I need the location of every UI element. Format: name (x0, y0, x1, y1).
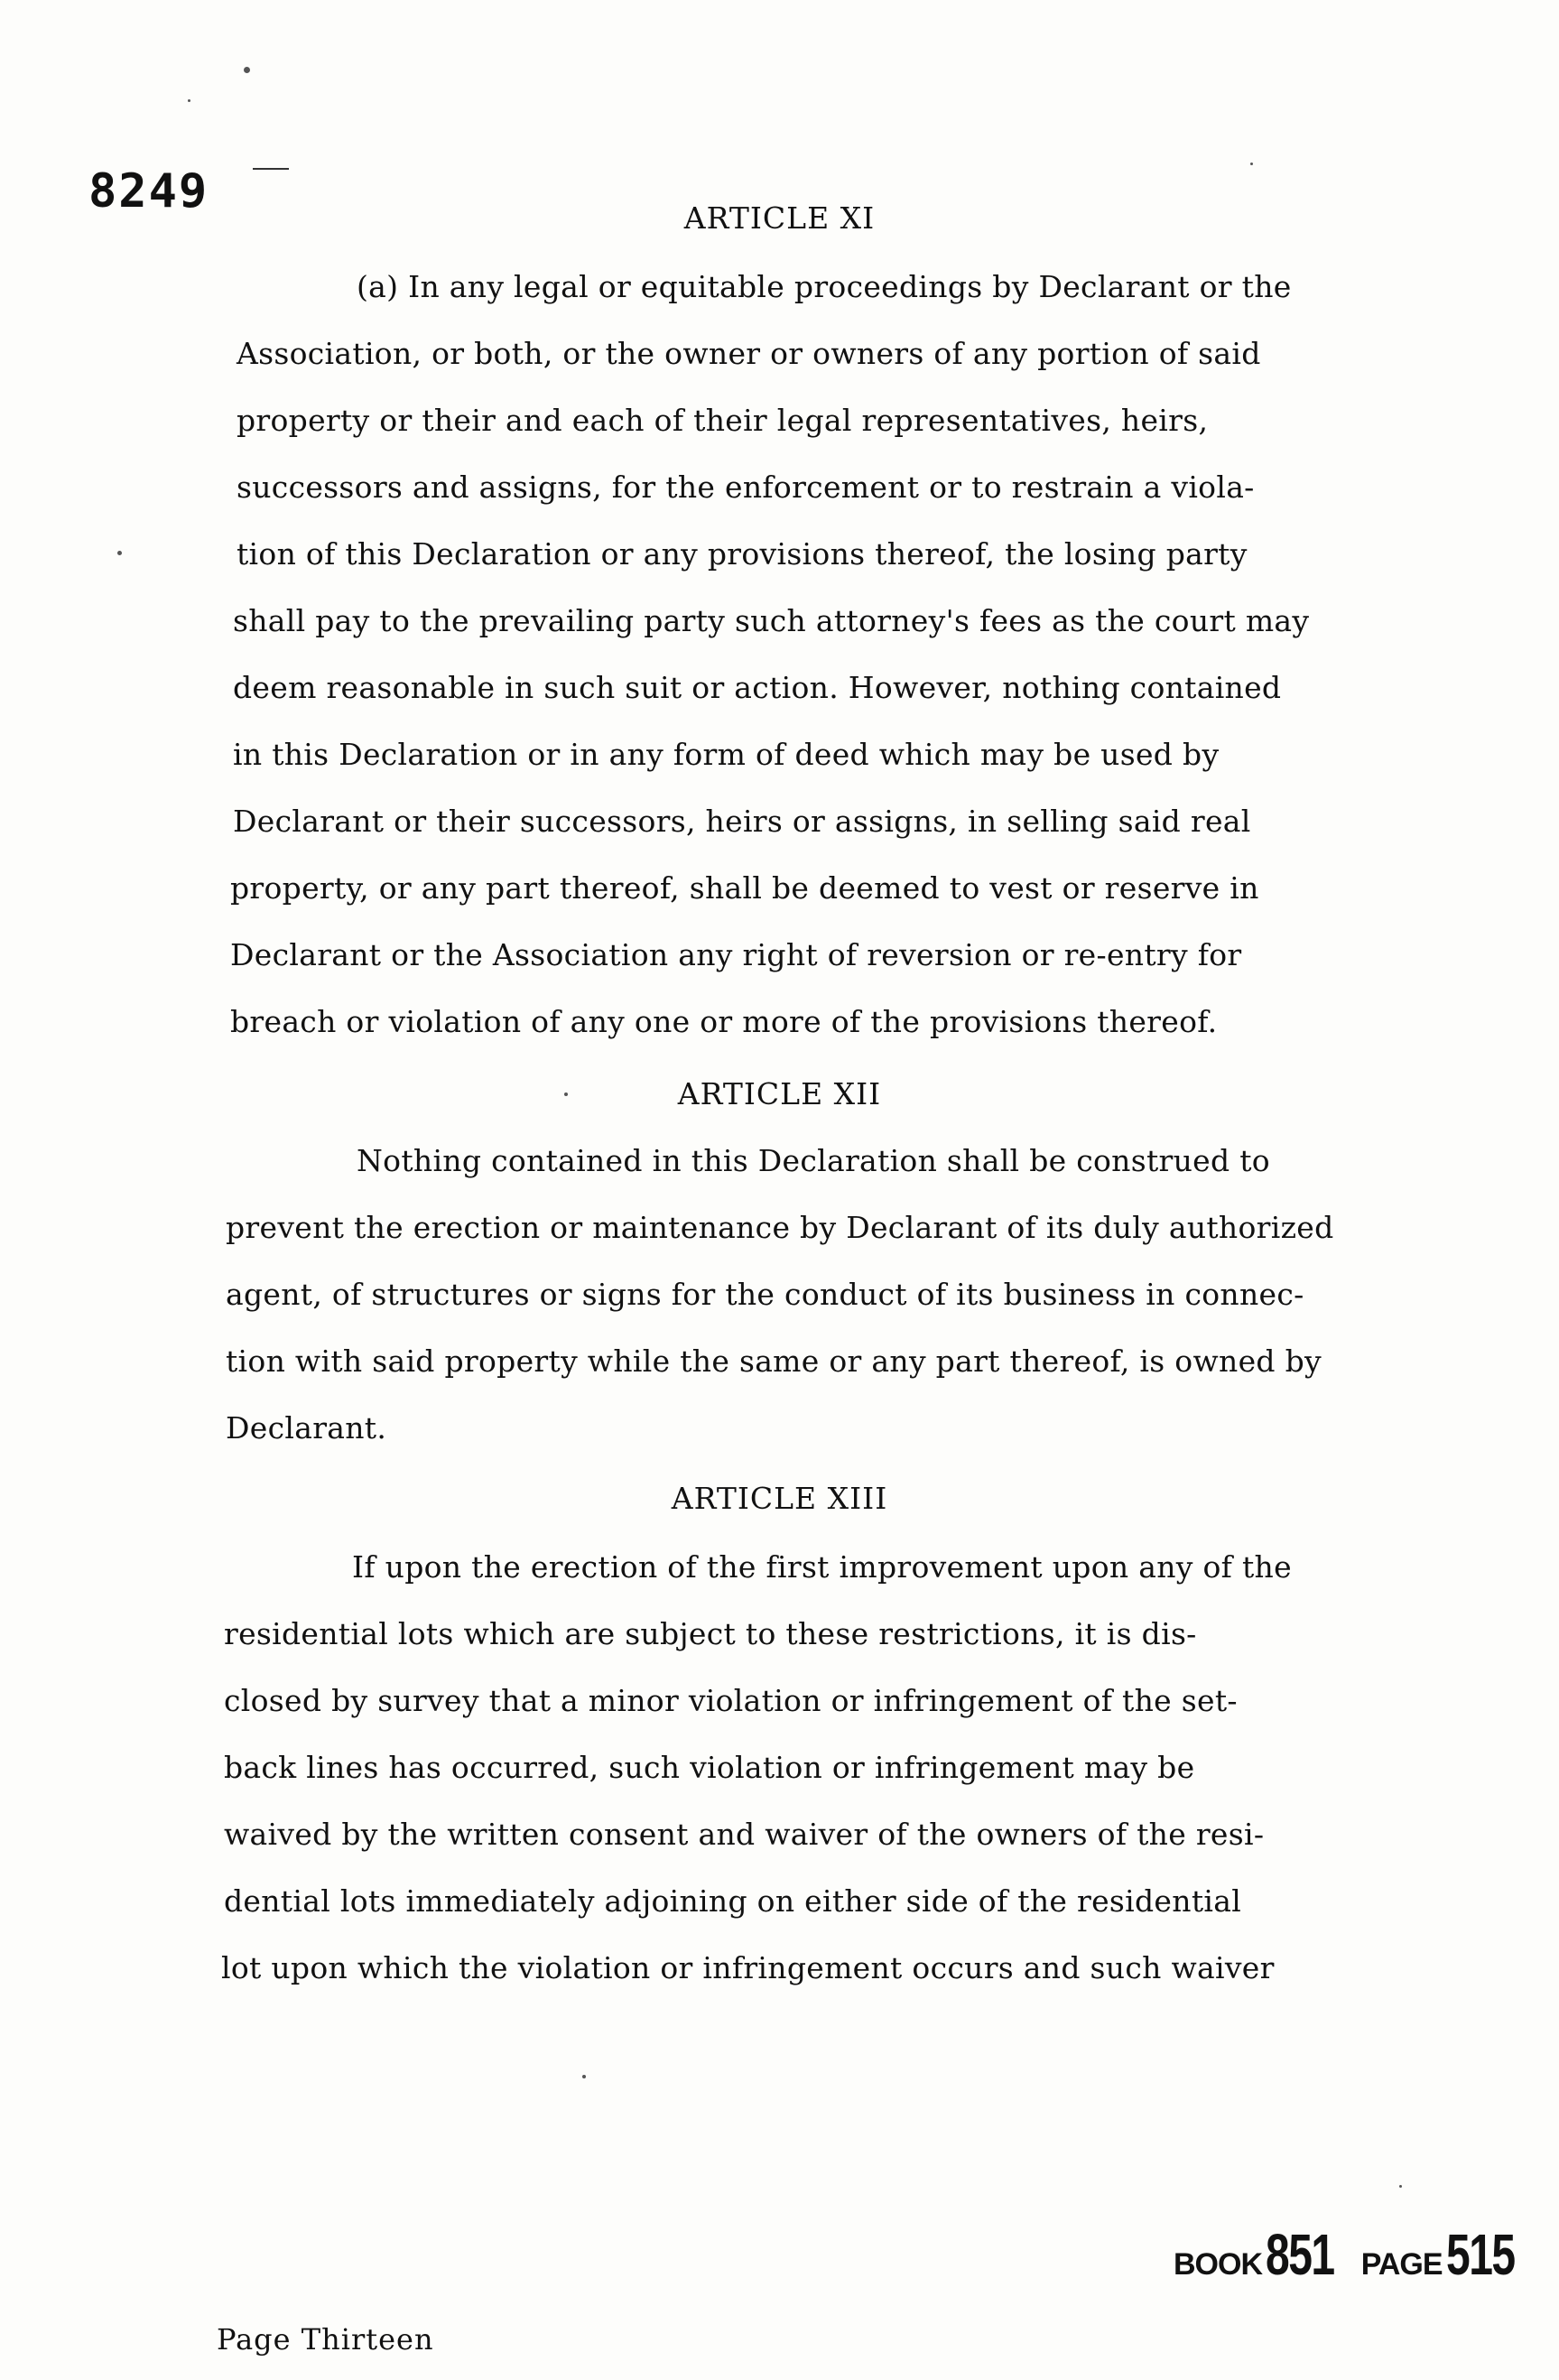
article-heading: ARTICLE XI (683, 200, 876, 236)
paragraph-line: If upon the erection of the first improvement upon any of the (352, 1549, 1292, 1585)
paragraph-line: agent, of structures or signs for the conduct of its business in connec- (226, 1277, 1304, 1312)
book-label: BOOK (1174, 2247, 1262, 2282)
paragraph-line: Association, or both, or the owner or owners of any portion of said (237, 336, 1261, 371)
paragraph-line: tion of this Declaration or any provisions thereof, the losing party (237, 536, 1248, 572)
paragraph-line: dential lots immediately adjoining on either side of the residential (224, 1883, 1242, 1919)
scan-speck (244, 67, 250, 73)
paragraph-line: property or their and each of their legal representatives, heirs, (237, 403, 1209, 438)
paragraph-line: tion with said property while the same or any part thereof, is owned by (226, 1343, 1322, 1379)
page-label-footer: Page Thirteen (217, 2322, 434, 2357)
scan-speck (582, 2075, 586, 2078)
paragraph-line: Declarant or the Association any right of reversion or re-entry for (230, 937, 1242, 972)
scan-speck (188, 99, 190, 102)
scan-speck (1250, 163, 1253, 165)
paragraph-line: in this Declaration or in any form of deed which may be used by (233, 737, 1220, 772)
paragraph-line: back lines has occurred, such violation or infringement may be (224, 1750, 1195, 1785)
paragraph-line: prevent the erection or maintenance by Declarant of its duly authorized (226, 1210, 1334, 1245)
paragraph-line: deem reasonable in such suit or action. However, nothing contained (233, 670, 1282, 705)
page-number: 515 (1445, 2222, 1515, 2287)
paragraph-line: shall pay to the prevailing party such attorney's fees as the court may (233, 603, 1310, 638)
paragraph-line: lot upon which the violation or infringement occurs and such waiver (221, 1950, 1275, 1985)
paragraph-line: (a) In any legal or equitable proceedings by Declarant or the (357, 269, 1292, 304)
paragraph-line: property, or any part thereof, shall be deemed to vest or reserve in (230, 870, 1259, 906)
scan-speck (117, 551, 122, 555)
scan-speck (1399, 2185, 1402, 2188)
paragraph-line: Declarant or their successors, heirs or assigns, in selling said real (233, 804, 1251, 839)
book-page-stamp (1174, 2221, 1537, 2288)
document-number: 8249 (88, 164, 209, 218)
paragraph-line: successors and assigns, for the enforcement or to restrain a viola- (237, 469, 1255, 505)
paragraph-line: Nothing contained in this Declaration shall be construed to (357, 1143, 1270, 1178)
article-heading: ARTICLE XIII (671, 1481, 888, 1516)
paragraph-line: closed by survey that a minor violation or infringement of the set- (224, 1683, 1238, 1718)
paragraph-line: Declarant. (226, 1410, 387, 1446)
article-heading: ARTICLE XII (677, 1076, 882, 1111)
paragraph-line: residential lots which are subject to these restrictions, it is dis- (224, 1616, 1197, 1651)
page-label: PAGE (1360, 2247, 1443, 2282)
document-number-dash (253, 168, 289, 170)
book-number: 851 (1266, 2222, 1335, 2287)
paragraph-line: waived by the written consent and waiver of the owners of the resi- (224, 1817, 1265, 1852)
paragraph-line: breach or violation of any one or more of the provisions thereof. (230, 1004, 1218, 1039)
